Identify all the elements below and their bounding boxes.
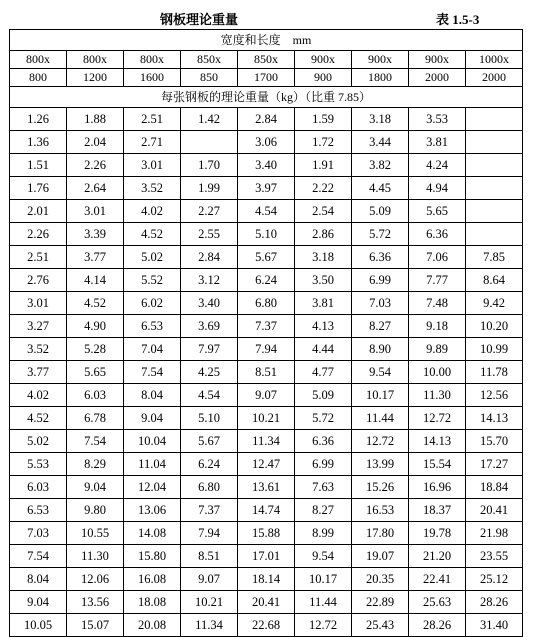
weight-cell: 6.80 bbox=[238, 292, 295, 315]
weight-cell: 8.51 bbox=[238, 361, 295, 384]
weight-cell: 3.81 bbox=[409, 131, 466, 154]
weight-cell: 9.54 bbox=[295, 545, 352, 568]
weight-cell: 28.26 bbox=[409, 614, 466, 637]
weight-cell: 7.77 bbox=[409, 269, 466, 292]
weight-cell: 9.89 bbox=[409, 338, 466, 361]
weight-cell: 9.54 bbox=[352, 361, 409, 384]
weight-cell: 11.34 bbox=[181, 614, 238, 637]
weight-cell bbox=[466, 131, 523, 154]
weight-cell: 15.54 bbox=[409, 453, 466, 476]
weight-cell: 11.44 bbox=[295, 591, 352, 614]
weight-cell: 21.98 bbox=[466, 522, 523, 545]
weight-cell: 4.77 bbox=[295, 361, 352, 384]
weight-cell: 3.06 bbox=[238, 131, 295, 154]
table-row bbox=[10, 545, 523, 568]
weight-cell bbox=[181, 131, 238, 154]
column-width-label: 900x bbox=[295, 51, 352, 69]
weight-cell: 7.63 bbox=[295, 476, 352, 499]
weight-cell: 3.77 bbox=[67, 246, 124, 269]
weight-cell: 5.10 bbox=[181, 407, 238, 430]
column-length-label: 1200 bbox=[67, 69, 124, 87]
weight-cell: 6.03 bbox=[67, 384, 124, 407]
weight-cell: 15.26 bbox=[352, 476, 409, 499]
weight-cell: 6.99 bbox=[295, 453, 352, 476]
weight-cell: 4.90 bbox=[67, 315, 124, 338]
weight-cell: 1.26 bbox=[10, 108, 67, 131]
weight-cell: 13.06 bbox=[124, 499, 181, 522]
weight-cell: 4.54 bbox=[181, 384, 238, 407]
weight-cell: 3.01 bbox=[10, 292, 67, 315]
weight-cell: 20.35 bbox=[352, 568, 409, 591]
weight-cell: 6.36 bbox=[352, 246, 409, 269]
weight-cell: 12.72 bbox=[295, 614, 352, 637]
weight-cell: 9.04 bbox=[124, 407, 181, 430]
table-row bbox=[10, 108, 523, 131]
weight-cell: 5.72 bbox=[295, 407, 352, 430]
length-row bbox=[10, 69, 523, 87]
weight-cell: 3.52 bbox=[124, 177, 181, 200]
weight-cell: 5.09 bbox=[352, 200, 409, 223]
weight-cell: 18.14 bbox=[238, 568, 295, 591]
weight-cell: 3.18 bbox=[295, 246, 352, 269]
weight-cell: 22.68 bbox=[238, 614, 295, 637]
weight-cell: 3.18 bbox=[352, 108, 409, 131]
weight-cell: 10.21 bbox=[181, 591, 238, 614]
weight-cell: 4.52 bbox=[10, 407, 67, 430]
weight-cell: 4.44 bbox=[295, 338, 352, 361]
column-length-label: 2000 bbox=[409, 69, 466, 87]
weight-cell: 3.40 bbox=[181, 292, 238, 315]
weight-cell: 7.37 bbox=[181, 499, 238, 522]
weight-cell: 7.03 bbox=[10, 522, 67, 545]
weight-cell: 15.07 bbox=[67, 614, 124, 637]
weight-cell: 2.26 bbox=[10, 223, 67, 246]
weight-cell: 4.52 bbox=[67, 292, 124, 315]
weight-cell: 5.65 bbox=[409, 200, 466, 223]
weight-cell: 20.41 bbox=[238, 591, 295, 614]
weight-cell: 1.36 bbox=[10, 131, 67, 154]
weight-cell: 19.78 bbox=[409, 522, 466, 545]
table-row bbox=[10, 499, 523, 522]
weight-cell: 5.28 bbox=[67, 338, 124, 361]
weight-cell: 6.99 bbox=[352, 269, 409, 292]
weight-cell: 7.94 bbox=[181, 522, 238, 545]
weight-cell: 6.24 bbox=[238, 269, 295, 292]
weight-cell: 4.94 bbox=[409, 177, 466, 200]
table-row bbox=[10, 568, 523, 591]
weight-cell: 17.27 bbox=[466, 453, 523, 476]
weight-cell: 3.97 bbox=[238, 177, 295, 200]
weight-cell: 15.80 bbox=[124, 545, 181, 568]
weight-cell: 11.44 bbox=[352, 407, 409, 430]
weight-header: 每张钢板的理论重量（kg）（比重 7.85） bbox=[10, 87, 523, 108]
weight-cell: 4.24 bbox=[409, 154, 466, 177]
weight-cell: 15.88 bbox=[238, 522, 295, 545]
weight-cell: 4.02 bbox=[124, 200, 181, 223]
weight-cell: 7.03 bbox=[352, 292, 409, 315]
weight-cell: 7.04 bbox=[124, 338, 181, 361]
weight-cell: 3.27 bbox=[10, 315, 67, 338]
weight-cell: 12.06 bbox=[67, 568, 124, 591]
column-length-label: 1800 bbox=[352, 69, 409, 87]
weight-cell: 6.53 bbox=[10, 499, 67, 522]
weight-cell: 4.25 bbox=[181, 361, 238, 384]
weight-cell: 1.76 bbox=[10, 177, 67, 200]
weight-cell: 3.01 bbox=[124, 154, 181, 177]
table-row bbox=[10, 522, 523, 545]
weight-cell: 1.70 bbox=[181, 154, 238, 177]
column-width-label: 800x bbox=[10, 51, 67, 69]
weight-cell: 14.13 bbox=[466, 407, 523, 430]
weight-cell: 8.99 bbox=[295, 522, 352, 545]
weight-cell: 1.72 bbox=[295, 131, 352, 154]
weight-cell: 4.52 bbox=[124, 223, 181, 246]
table-row bbox=[10, 269, 523, 292]
table-row bbox=[10, 200, 523, 223]
weight-cell: 3.53 bbox=[409, 108, 466, 131]
weight-cell: 2.84 bbox=[181, 246, 238, 269]
weight-cell: 18.08 bbox=[124, 591, 181, 614]
weight-cell: 8.04 bbox=[124, 384, 181, 407]
weight-cell: 3.81 bbox=[295, 292, 352, 315]
weight-cell: 5.02 bbox=[124, 246, 181, 269]
dims-header: 宽度和长度 mm bbox=[10, 30, 523, 51]
weight-cell: 2.71 bbox=[124, 131, 181, 154]
column-length-label: 1600 bbox=[124, 69, 181, 87]
weight-cell: 28.26 bbox=[466, 591, 523, 614]
weight-cell: 5.72 bbox=[352, 223, 409, 246]
weight-cell: 7.48 bbox=[409, 292, 466, 315]
weight-cell: 10.20 bbox=[466, 315, 523, 338]
weight-cell: 25.43 bbox=[352, 614, 409, 637]
column-width-label: 900x bbox=[352, 51, 409, 69]
weight-cell: 12.72 bbox=[409, 407, 466, 430]
weight-cell bbox=[466, 177, 523, 200]
weight-cell: 2.51 bbox=[124, 108, 181, 131]
table-row bbox=[10, 430, 523, 453]
weight-cell: 7.06 bbox=[409, 246, 466, 269]
weight-cell: 2.55 bbox=[181, 223, 238, 246]
weight-cell: 10.55 bbox=[67, 522, 124, 545]
weight-cell: 11.30 bbox=[67, 545, 124, 568]
weight-cell: 2.26 bbox=[67, 154, 124, 177]
table-row bbox=[10, 338, 523, 361]
weight-cell: 9.80 bbox=[67, 499, 124, 522]
weight-cell: 9.04 bbox=[67, 476, 124, 499]
weight-cell: 9.07 bbox=[238, 384, 295, 407]
weight-cell bbox=[466, 200, 523, 223]
weight-cell: 4.45 bbox=[352, 177, 409, 200]
weight-cell: 12.04 bbox=[124, 476, 181, 499]
weight-cell: 25.12 bbox=[466, 568, 523, 591]
weight-cell: 1.59 bbox=[295, 108, 352, 131]
table-row bbox=[10, 246, 523, 269]
weight-cell: 17.80 bbox=[352, 522, 409, 545]
weight-cell: 2.51 bbox=[10, 246, 67, 269]
column-width-label: 850x bbox=[238, 51, 295, 69]
table-number: 表 1.5-3 bbox=[436, 12, 480, 27]
dims-header-row bbox=[10, 30, 523, 51]
weight-cell: 10.17 bbox=[352, 384, 409, 407]
weight-cell: 12.56 bbox=[466, 384, 523, 407]
weight-cell: 16.08 bbox=[124, 568, 181, 591]
weight-cell: 13.56 bbox=[67, 591, 124, 614]
weight-cell: 9.07 bbox=[181, 568, 238, 591]
weight-cell: 6.24 bbox=[181, 453, 238, 476]
weight-cell: 3.44 bbox=[352, 131, 409, 154]
weight-cell: 1.91 bbox=[295, 154, 352, 177]
weight-cell: 25.63 bbox=[409, 591, 466, 614]
weight-cell: 15.70 bbox=[466, 430, 523, 453]
weight-cell: 1.51 bbox=[10, 154, 67, 177]
weight-cell: 3.77 bbox=[10, 361, 67, 384]
weight-cell: 8.90 bbox=[352, 338, 409, 361]
weight-cell: 3.39 bbox=[67, 223, 124, 246]
table-row bbox=[10, 315, 523, 338]
weight-cell: 3.82 bbox=[352, 154, 409, 177]
weight-cell: 16.53 bbox=[352, 499, 409, 522]
column-width-label: 850x bbox=[181, 51, 238, 69]
weight-cell: 8.29 bbox=[67, 453, 124, 476]
weight-cell: 11.30 bbox=[409, 384, 466, 407]
weight-cell: 8.64 bbox=[466, 269, 523, 292]
width-row bbox=[10, 51, 523, 69]
weight-cell: 3.40 bbox=[238, 154, 295, 177]
weight-cell: 5.52 bbox=[124, 269, 181, 292]
weight-cell: 22.89 bbox=[352, 591, 409, 614]
weight-cell: 7.54 bbox=[67, 430, 124, 453]
weight-cell: 9.42 bbox=[466, 292, 523, 315]
table-row bbox=[10, 223, 523, 246]
weight-cell: 18.84 bbox=[466, 476, 523, 499]
table-row bbox=[10, 292, 523, 315]
weight-cell: 7.54 bbox=[124, 361, 181, 384]
weight-cell: 2.76 bbox=[10, 269, 67, 292]
weight-cell: 6.80 bbox=[181, 476, 238, 499]
weight-cell: 13.61 bbox=[238, 476, 295, 499]
weight-cell: 19.07 bbox=[352, 545, 409, 568]
weight-cell: 3.52 bbox=[10, 338, 67, 361]
weight-cell bbox=[466, 108, 523, 131]
weight-cell: 10.04 bbox=[124, 430, 181, 453]
weight-cell: 5.67 bbox=[238, 246, 295, 269]
weight-cell: 11.04 bbox=[124, 453, 181, 476]
weight-cell: 10.05 bbox=[10, 614, 67, 637]
weight-cell: 7.97 bbox=[181, 338, 238, 361]
weight-cell: 1.99 bbox=[181, 177, 238, 200]
weight-cell: 8.27 bbox=[352, 315, 409, 338]
weight-cell: 2.64 bbox=[67, 177, 124, 200]
weight-cell: 16.96 bbox=[409, 476, 466, 499]
weight-cell: 12.47 bbox=[238, 453, 295, 476]
table-row bbox=[10, 591, 523, 614]
column-width-label: 900x bbox=[409, 51, 466, 69]
weight-cell: 5.02 bbox=[10, 430, 67, 453]
weight-cell: 5.65 bbox=[67, 361, 124, 384]
weight-cell: 6.03 bbox=[10, 476, 67, 499]
weight-cell: 2.54 bbox=[295, 200, 352, 223]
weight-cell: 6.78 bbox=[67, 407, 124, 430]
weight-cell: 5.09 bbox=[295, 384, 352, 407]
steel-plate-weight-table bbox=[9, 29, 523, 637]
table-row bbox=[10, 131, 523, 154]
weight-cell: 2.27 bbox=[181, 200, 238, 223]
column-width-label: 1000x bbox=[466, 51, 523, 69]
weight-cell: 2.86 bbox=[295, 223, 352, 246]
weight-cell: 6.36 bbox=[295, 430, 352, 453]
weight-cell: 10.21 bbox=[238, 407, 295, 430]
table-row bbox=[10, 361, 523, 384]
weight-cell: 5.10 bbox=[238, 223, 295, 246]
weight-cell: 4.54 bbox=[238, 200, 295, 223]
weight-header-row bbox=[10, 87, 523, 108]
weight-cell: 5.67 bbox=[181, 430, 238, 453]
weight-cell: 6.02 bbox=[124, 292, 181, 315]
weight-cell: 6.36 bbox=[409, 223, 466, 246]
weight-cell: 1.42 bbox=[181, 108, 238, 131]
weight-cell: 8.04 bbox=[10, 568, 67, 591]
weight-cell: 7.94 bbox=[238, 338, 295, 361]
weight-cell: 31.40 bbox=[466, 614, 523, 637]
weight-cell: 6.53 bbox=[124, 315, 181, 338]
weight-cell: 8.51 bbox=[181, 545, 238, 568]
weight-cell: 7.37 bbox=[238, 315, 295, 338]
table-row bbox=[10, 614, 523, 637]
column-length-label: 900 bbox=[295, 69, 352, 87]
table-title: 钢板理论重量 bbox=[160, 12, 239, 27]
table-row bbox=[10, 154, 523, 177]
weight-cell: 22.41 bbox=[409, 568, 466, 591]
weight-cell: 4.02 bbox=[10, 384, 67, 407]
weight-cell: 7.54 bbox=[10, 545, 67, 568]
weight-cell: 9.04 bbox=[10, 591, 67, 614]
weight-cell: 10.17 bbox=[295, 568, 352, 591]
weight-cell: 14.74 bbox=[238, 499, 295, 522]
weight-cell bbox=[466, 223, 523, 246]
weight-cell: 23.55 bbox=[466, 545, 523, 568]
weight-cell: 2.84 bbox=[238, 108, 295, 131]
weight-cell: 20.08 bbox=[124, 614, 181, 637]
weight-cell: 7.85 bbox=[466, 246, 523, 269]
weight-cell: 3.50 bbox=[295, 269, 352, 292]
weight-cell: 21.20 bbox=[409, 545, 466, 568]
weight-cell bbox=[466, 154, 523, 177]
weight-cell: 2.04 bbox=[67, 131, 124, 154]
weight-cell: 2.22 bbox=[295, 177, 352, 200]
weight-cell: 12.72 bbox=[352, 430, 409, 453]
weight-cell: 3.69 bbox=[181, 315, 238, 338]
weight-cell: 3.12 bbox=[181, 269, 238, 292]
weight-cell: 4.13 bbox=[295, 315, 352, 338]
column-length-label: 800 bbox=[10, 69, 67, 87]
column-length-label: 2000 bbox=[466, 69, 523, 87]
weight-cell: 14.13 bbox=[409, 430, 466, 453]
table-row bbox=[10, 407, 523, 430]
weight-cell: 10.00 bbox=[409, 361, 466, 384]
weight-cell: 3.01 bbox=[67, 200, 124, 223]
weight-cell: 14.08 bbox=[124, 522, 181, 545]
column-width-label: 800x bbox=[67, 51, 124, 69]
table-caption bbox=[0, 9, 534, 27]
weight-cell: 11.34 bbox=[238, 430, 295, 453]
weight-cell: 1.88 bbox=[67, 108, 124, 131]
weight-cell: 4.14 bbox=[67, 269, 124, 292]
column-length-label: 1700 bbox=[238, 69, 295, 87]
weight-cell: 9.18 bbox=[409, 315, 466, 338]
weight-cell: 10.99 bbox=[466, 338, 523, 361]
column-length-label: 850 bbox=[181, 69, 238, 87]
table-row bbox=[10, 177, 523, 200]
weight-cell: 17.01 bbox=[238, 545, 295, 568]
table-row bbox=[10, 453, 523, 476]
column-width-label: 800x bbox=[124, 51, 181, 69]
weight-cell: 8.27 bbox=[295, 499, 352, 522]
weight-cell: 5.53 bbox=[10, 453, 67, 476]
weight-cell: 2.01 bbox=[10, 200, 67, 223]
weight-cell: 11.78 bbox=[466, 361, 523, 384]
table-row bbox=[10, 384, 523, 407]
weight-cell: 13.99 bbox=[352, 453, 409, 476]
weight-cell: 18.37 bbox=[409, 499, 466, 522]
weight-cell: 20.41 bbox=[466, 499, 523, 522]
table-row bbox=[10, 476, 523, 499]
